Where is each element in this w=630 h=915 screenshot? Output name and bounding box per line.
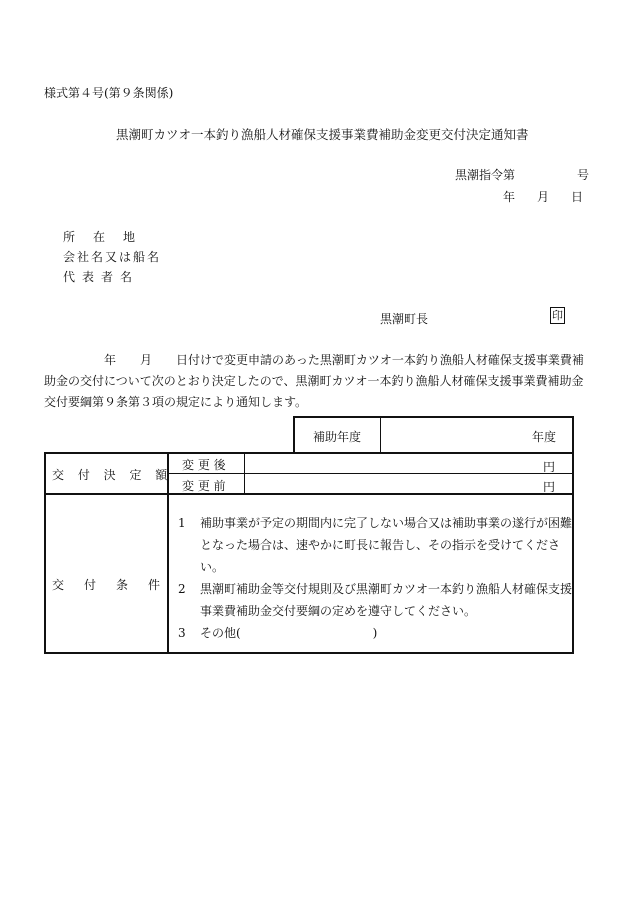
- before-change-label: 変 更 前: [182, 479, 226, 493]
- date-year: 年: [503, 190, 516, 204]
- recipient-representative-label: 代表者名: [63, 270, 140, 284]
- condition-text: その他( ): [200, 626, 378, 640]
- table-line: [380, 416, 381, 454]
- yen-after: 円: [543, 460, 556, 474]
- conditions-list: [178, 512, 573, 644]
- condition-item: [178, 622, 573, 644]
- recipient-location-label: 所在地: [63, 230, 154, 244]
- date-month: 月: [537, 190, 550, 204]
- condition-text: 黒潮町補助金等交付規則及び黒潮町カツオ一本釣り漁船人材確保支援事業費補助金交付要綱の定めを遵守してください。: [200, 582, 573, 618]
- ref-suffix: 号: [577, 168, 590, 182]
- document-title: 黒潮町カツオ一本釣り漁船人材確保支援事業費補助金変更交付決定通知書: [116, 127, 529, 142]
- condition-item: [178, 578, 573, 622]
- recipient-company-label: 会社名又は船名: [63, 250, 162, 264]
- mayor-label: 黒潮町長: [380, 312, 429, 326]
- condition-item: [178, 512, 573, 578]
- table-line: [169, 473, 574, 474]
- condition-text: 補助事業が予定の期間内に完了しない場合又は補助事業の遂行が困難となった場合は、速やかに町長に報告し、その指示を受けてください。: [200, 516, 573, 574]
- form-label: 様式第４号(第９条関係): [44, 86, 174, 100]
- table-line: [44, 493, 574, 495]
- ref-prefix: 黒潮指令第: [455, 168, 516, 182]
- yen-before: 円: [543, 480, 556, 494]
- condition-number: 3: [178, 626, 186, 640]
- seal-mark: 印: [552, 309, 563, 322]
- date-day: 日: [571, 190, 584, 204]
- body-text: 日付けで変更申請のあった黒潮町カツオ一本釣り漁船人材確保支援事業費補助金の交付について次のとおり決定したので、黒潮町カツオ一本釣り漁船人材確保支援事業費補助金交付要綱第９条第３項の規定により通知します。: [44, 353, 584, 409]
- condition-number: 2: [178, 582, 186, 596]
- amount-label: 交 付 決 定 額: [52, 468, 173, 482]
- notice-body: [44, 350, 589, 413]
- reference-number: [455, 166, 589, 183]
- table-line: [244, 452, 245, 494]
- table-line: [293, 416, 295, 454]
- fiscal-year-label: 補助年度: [313, 430, 362, 444]
- body-month: 月: [140, 353, 153, 367]
- fiscal-year-unit: 年度: [532, 430, 557, 444]
- table-line: [44, 452, 574, 454]
- table-line: [44, 452, 46, 654]
- body-year: 年: [104, 353, 117, 367]
- issue-date: [503, 188, 583, 205]
- conditions-label: 交 付 条 件: [52, 578, 165, 592]
- table-line: [44, 652, 574, 654]
- table-line: [293, 416, 574, 418]
- condition-number: 1: [178, 516, 186, 530]
- after-change-label: 変 更 後: [182, 458, 226, 472]
